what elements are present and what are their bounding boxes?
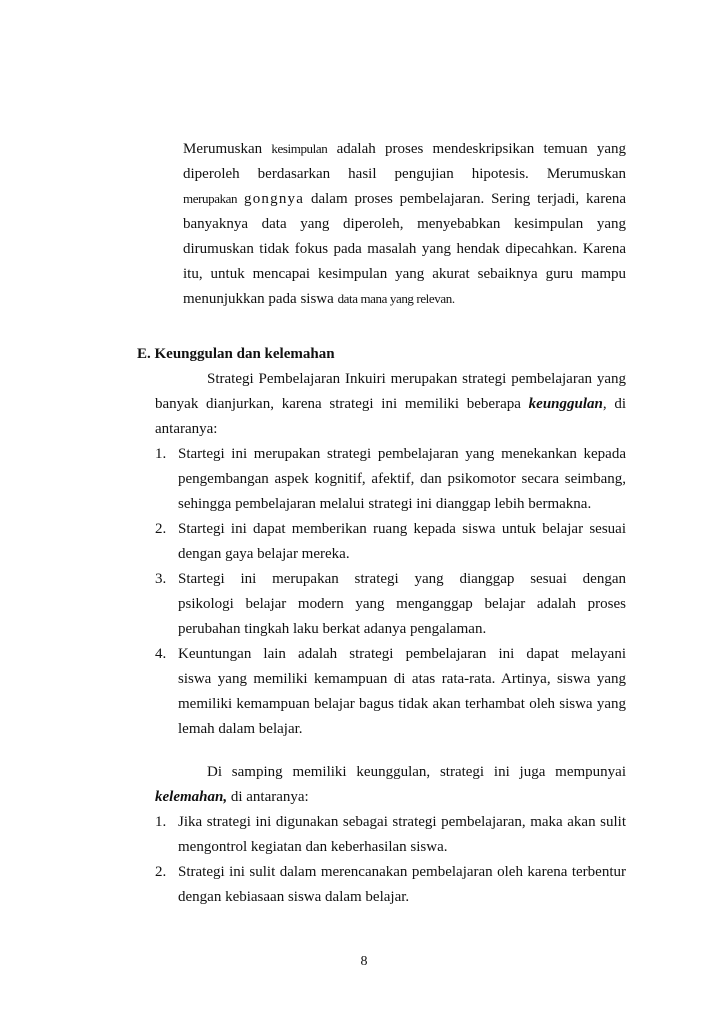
intro-line: banyak dianjurkan, karena strategi ini memiliki beberapa keunggulan, di — [155, 396, 626, 412]
list-number: 1. — [155, 814, 167, 830]
paragraph-line: diperoleh berdasarkan hasil pengujian hipotesis. Merumuskan — [183, 166, 626, 182]
list-line: perubahan tingkah laku berkat adanya pengalaman. — [178, 621, 487, 637]
list-line: Strategi ini sulit dalam merencanakan pembelajaran oleh karena terbentur — [178, 864, 626, 880]
list-line: memiliki kemampuan belajar bagus tidak akan terhambat oleh siswa yang — [178, 696, 626, 712]
weakness-intro-line: Di samping memiliki keunggulan, strategi ini juga mempunyai — [207, 764, 626, 780]
list-line: sehingga pembelajaran melalui strategi ini dianggap lebih bermakna. — [178, 496, 592, 512]
section-heading: E. Keunggulan dan kelemahan — [137, 346, 335, 362]
list-line: dengan gaya belajar mereka. — [178, 546, 350, 562]
intro-line: Strategi Pembelajaran Inkuiri merupakan strategi pembelajaran yang — [207, 371, 626, 387]
paragraph-line: menunjukkan pada siswa data mana yang relevan. — [183, 291, 455, 307]
list-number: 3. — [155, 571, 167, 587]
paragraph-line: Merumuskan kesimpulan adalah proses mendeskripsikan temuan yang — [183, 141, 626, 157]
paragraph-line: merupakan gongnya dalam proses pembelajaran. Sering terjadi, karena — [183, 191, 626, 207]
list-line: Startegi ini dapat memberikan ruang kepada siswa untuk belajar sesuai — [178, 521, 626, 537]
list-line: pengembangan aspek kognitif, afektif, dan psikomotor secara seimbang, — [178, 471, 626, 487]
list-number: 1. — [155, 446, 167, 462]
list-line: psikologi belajar modern yang menganggap belajar adalah proses — [178, 596, 626, 612]
weakness-intro-line: kelemahan, di antaranya: — [155, 789, 309, 805]
list-line: Keuntungan lain adalah strategi pembelajaran ini dapat melayani — [178, 646, 626, 662]
list-line: mengontrol kegiatan dan keberhasilan siswa. — [178, 839, 448, 855]
intro-line: antaranya: — [155, 421, 218, 437]
list-number: 2. — [155, 864, 167, 880]
list-line: Jika strategi ini digunakan sebagai strategi pembelajaran, maka akan sulit — [178, 814, 626, 830]
page-number: 8 — [360, 954, 368, 969]
paragraph-line: banyaknya data yang diperoleh, menyebabkan kesimpulan yang — [183, 216, 626, 232]
list-line: Startegi ini merupakan strategi yang dianggap sesuai dengan — [178, 571, 626, 587]
paragraph-line: itu, untuk mencapai kesimpulan yang akurat sebaiknya guru mampu — [183, 266, 626, 282]
list-line: Startegi ini merupakan strategi pembelajaran yang menekankan kepada — [178, 446, 626, 462]
list-line: siswa yang memiliki kemampuan di atas rata-rata. Artinya, siswa yang — [178, 671, 626, 687]
list-line: dengan kebiasaan siswa dalam belajar. — [178, 889, 410, 905]
paragraph-line: dirumuskan tidak fokus pada masalah yang hendak dipecahkan. Karena — [183, 241, 626, 257]
list-number: 2. — [155, 521, 167, 537]
list-line: lemah dalam belajar. — [178, 721, 303, 737]
list-number: 4. — [155, 646, 167, 662]
